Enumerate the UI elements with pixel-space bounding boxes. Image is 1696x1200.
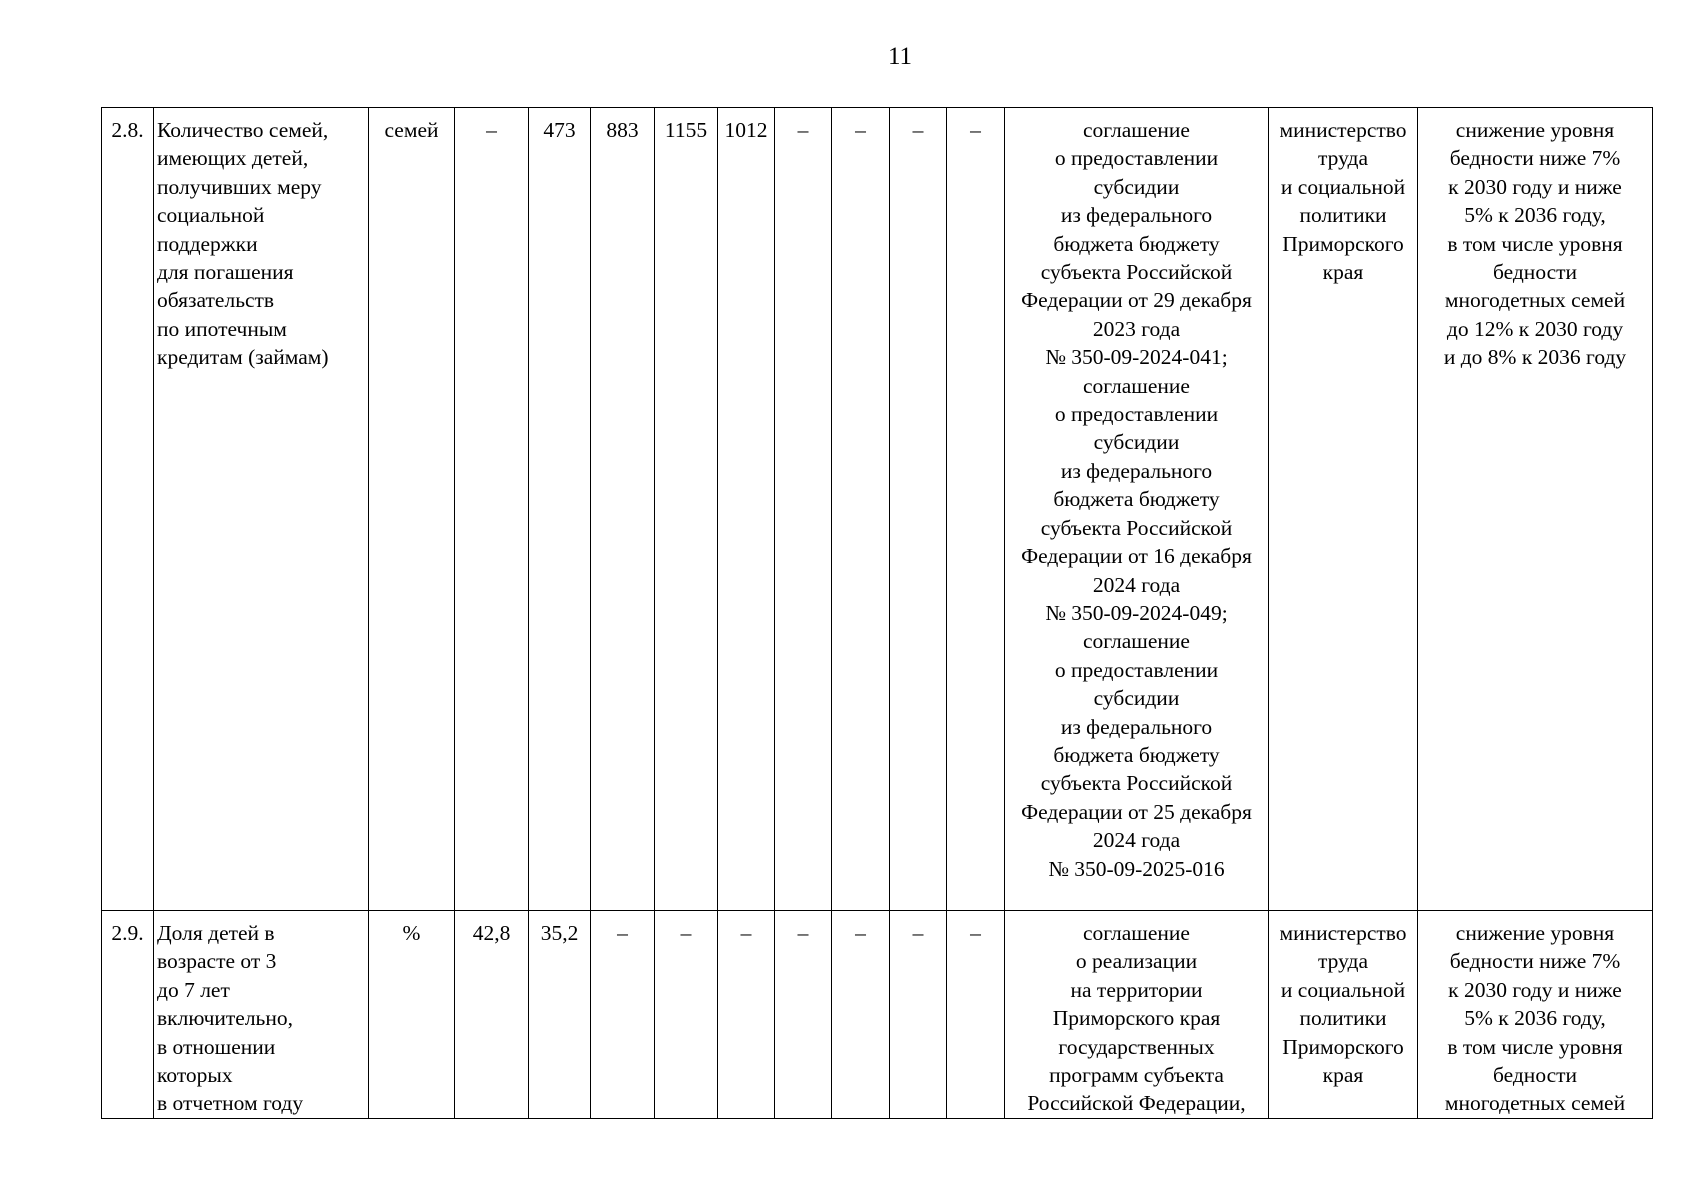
value-cell: – [718, 911, 775, 1119]
value-cell: 473 [529, 108, 591, 911]
table-row [102, 108, 1653, 911]
value-cell: – [591, 911, 655, 1119]
indicators-table [101, 107, 1653, 1119]
indicator-name: Доля детей в возрасте от 3 до 7 лет включительно, в отношении которых в отчетном году [154, 911, 369, 1119]
unit-cell: % [369, 911, 455, 1119]
value-cell: – [832, 108, 890, 911]
value-cell: 883 [591, 108, 655, 911]
row-number: 2.9. [102, 911, 154, 1119]
value-cell: – [775, 911, 832, 1119]
value-cell: 42,8 [455, 911, 529, 1119]
page-number: 11 [887, 43, 913, 70]
document-cell: соглашение о предоставлении субсидии из федерального бюджета бюджету субъекта Российской Федерации от 29 декабря 2023 года № 350-09-2024-041; соглашение о предоставлении субсидии из федерального бюджета бюджету субъекта Российской Федерации от 16 декабря 2024 года № 350-09-2024-049; соглашение о предоставлении субсидии из федерального бюджета бюджету субъекта Российской Федерации от 25 декабря 2024 года № 350-09-2025-016 [1005, 108, 1269, 911]
unit-cell: семей [369, 108, 455, 911]
goal-cell: снижение уровня бедности ниже 7% к 2030 году и ниже 5% к 2036 году, в том числе уровня бедности многодетных семей [1418, 911, 1653, 1119]
row-number: 2.8. [102, 108, 154, 911]
document-cell: соглашение о реализации на территории Приморского края государственных программ субъекта Российской Федерации, [1005, 911, 1269, 1119]
responsible-cell: министерство труда и социальной политики Приморского края [1269, 911, 1418, 1119]
goal-cell: снижение уровня бедности ниже 7% к 2030 году и ниже 5% к 2036 году, в том числе уровня бедности многодетных семей до 12% к 2030 году и до 8% к 2036 году [1418, 108, 1653, 911]
value-cell: – [947, 911, 1005, 1119]
value-cell: – [947, 108, 1005, 911]
value-cell: 1155 [655, 108, 718, 911]
value-cell: – [655, 911, 718, 1119]
value-cell: – [890, 108, 947, 911]
value-cell: – [775, 108, 832, 911]
value-cell: 1012 [718, 108, 775, 911]
responsible-cell: министерство труда и социальной политики Приморского края [1269, 108, 1418, 911]
value-cell: – [890, 911, 947, 1119]
value-cell: 35,2 [529, 911, 591, 1119]
value-cell: – [832, 911, 890, 1119]
indicator-name: Количество семей, имеющих детей, получивших меру социальной поддержки для погашения обязательств по ипотечным кредитам (займам) [154, 108, 369, 911]
table-row [102, 911, 1653, 1119]
value-cell: – [455, 108, 529, 911]
